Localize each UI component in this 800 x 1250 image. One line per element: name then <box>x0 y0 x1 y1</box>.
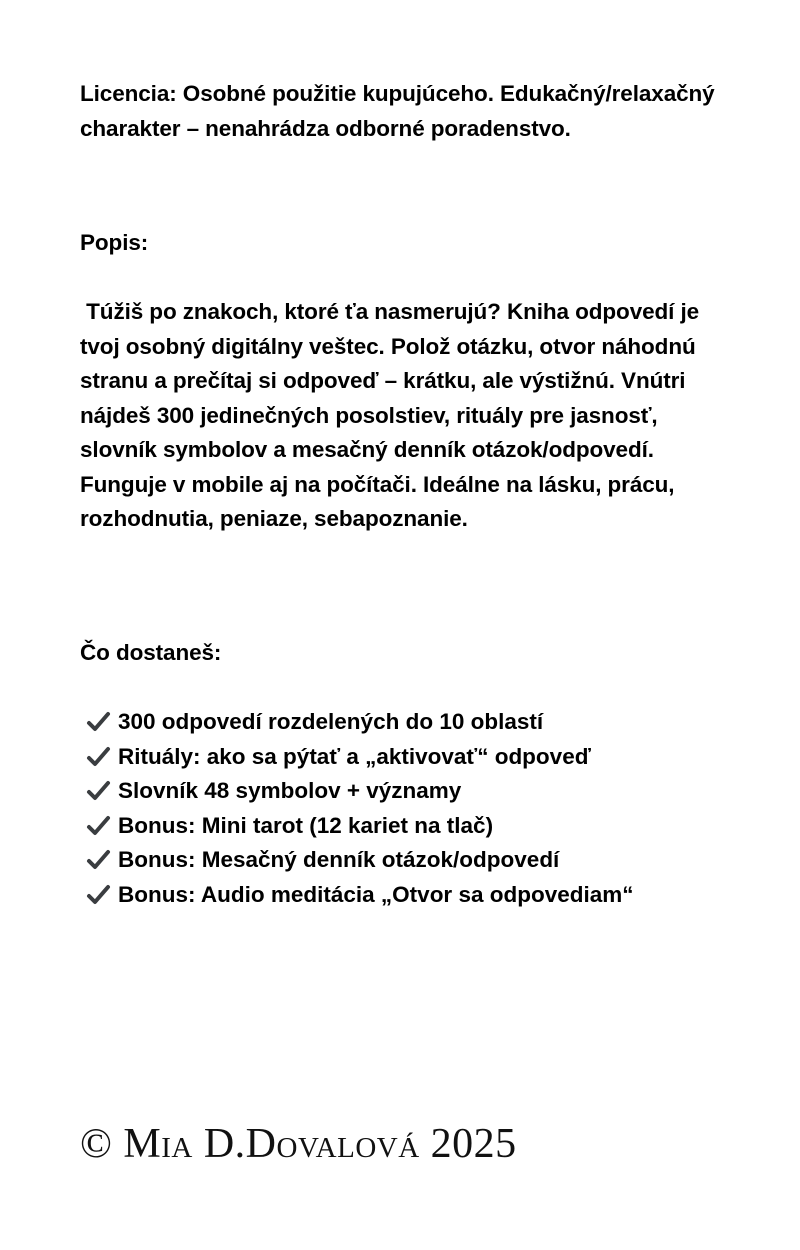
document-page <box>80 77 740 907</box>
list-item <box>86 809 634 844</box>
list-item <box>86 740 634 775</box>
list-item-label: Rituály: ako sa pýtať a „aktivovať“ odpoveď <box>118 743 591 769</box>
list-item-label: Bonus: Mini tarot (12 kariet na tlač) <box>118 812 494 838</box>
list-item-label: Slovník 48 symbolov + významy <box>118 778 462 803</box>
description-text: Túžiš po znakoch, ktoré ťa nasmerujú? Kniha odpovedí je tvoj osobný digitálny veštec. Polož otázku, otvor náhodnú stranu a prečítaj si odpoveď – krátku, ale výstižnú. Vnútri nájdeš 300 jedinečných posolstiev, rituály pre jasnosť, slovník symbolov a mesačný denník otázok/odpovedí. Funguje v mobile aj na počítači. Ideálne na lásku, prácu, rozhodnutia, peniaze, sebapoznanie. <box>80 299 706 531</box>
description-heading: Popis: <box>80 230 149 255</box>
list-item-label: Bonus: Audio meditácia „Otvor sa odpovediam“ <box>118 881 634 907</box>
list-item <box>86 705 634 740</box>
check-mark-icon <box>86 815 112 837</box>
list-item-label: Bonus: Mesačný denník otázok/odpovedí <box>118 847 560 872</box>
check-mark-icon <box>86 884 112 906</box>
list-item <box>86 843 634 878</box>
list-item <box>86 878 634 913</box>
check-mark-icon <box>86 746 112 768</box>
included-heading: Čo dostaneš: <box>80 640 222 665</box>
copyright-footer: © Mia D.Dovalová 2025 <box>80 1121 517 1167</box>
check-mark-icon <box>86 780 112 802</box>
check-mark-icon <box>86 849 112 871</box>
license-text: Licencia: Osobné použitie kupujúceho. Edukačný/relaxačný charakter – nenahrádza odborné poradenstvo. <box>80 81 715 141</box>
list-item-label: 300 odpovedí rozdelených do 10 oblastí <box>118 709 544 734</box>
included-list <box>86 705 634 912</box>
check-mark-icon <box>86 711 112 733</box>
list-item <box>86 774 634 809</box>
